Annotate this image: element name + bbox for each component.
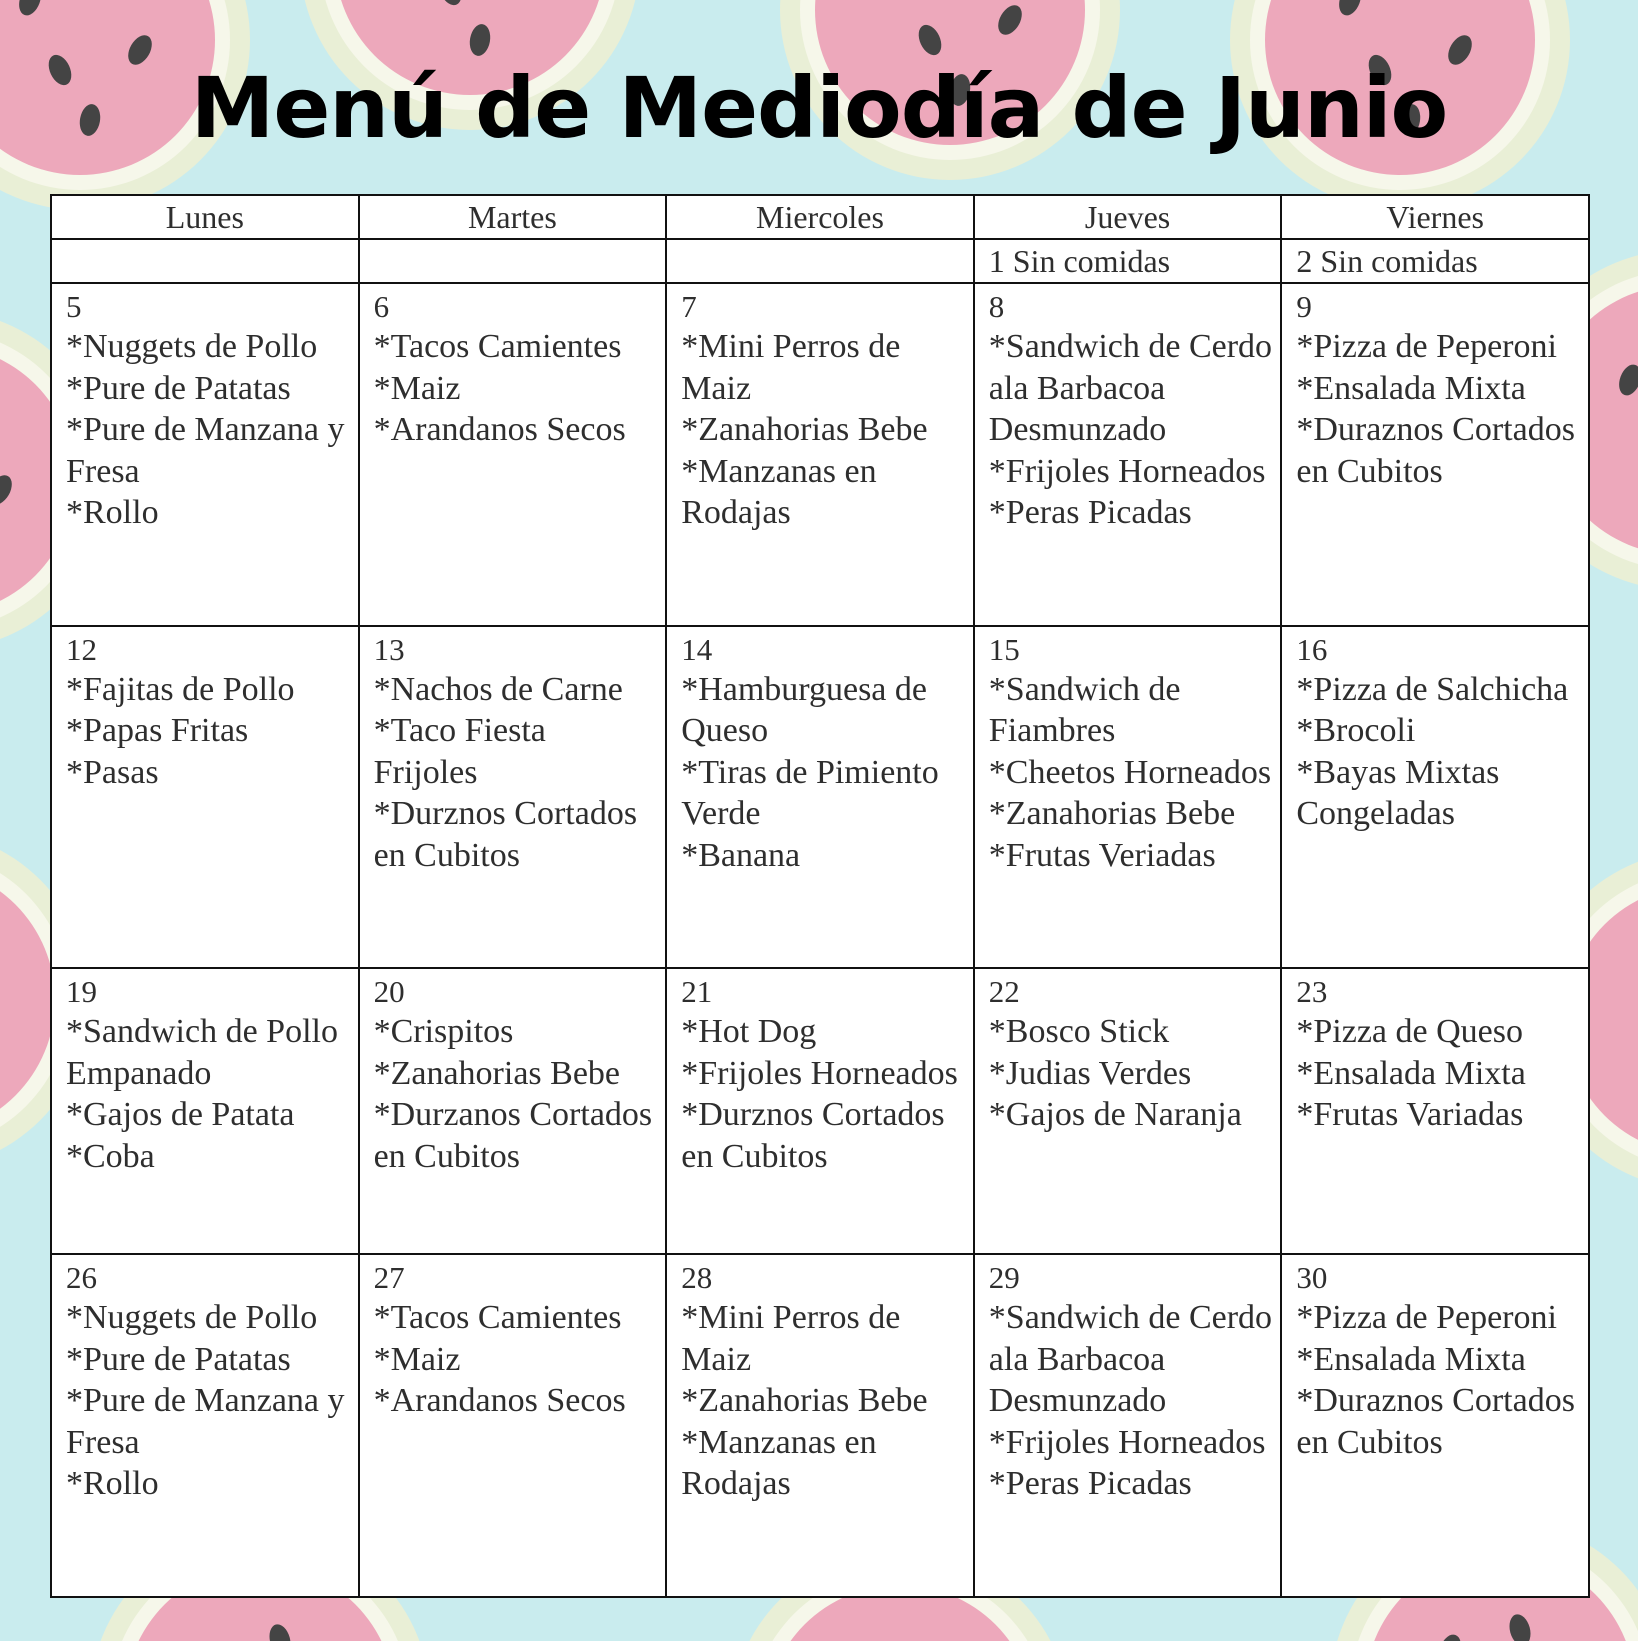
menu-item: *Brocoli [1296,712,1416,750]
menu-item: *Sandwich de Pollo Empanado [66,1013,338,1092]
menu-item: *Fajitas de Pollo [66,670,295,708]
menu-item: *Gajos de Naranja [988,1096,1242,1134]
day-date: 9 [1296,289,1312,324]
day-date: 12 [66,631,97,667]
menu-item: *Durznos Cortados en Cubitos [681,1096,945,1175]
day-cell [359,1254,667,1597]
day-cell [666,1254,974,1597]
day-cell [974,626,1282,969]
note-cell [666,239,974,283]
menu-item: *Frutas Veriadas [988,836,1216,874]
day-cell [359,626,667,969]
menu-item: *Tiras de Pimiento Verde [681,753,939,833]
menu-item: *Coba [66,1137,155,1175]
menu-item: *Hamburguesa de Queso [681,670,927,750]
day-cell [974,283,1282,626]
day-cell [1281,1254,1589,1597]
menu-item: *Taco Fiesta Frijoles [373,712,546,791]
note-cell [359,239,667,283]
menu-item: *Sandwich de Cerdo ala Barbacoa Desmunzado [988,328,1273,448]
menu-item: *Peras Picadas [988,494,1192,531]
day-cell [974,1254,1282,1597]
menu-item: *Pizza de Peperoni [1296,1299,1557,1337]
menu-item: *Frijoles Horneados [988,452,1266,490]
day-cell [359,968,667,1254]
menu-item: *Judias Verdes [988,1054,1192,1092]
page-title: Menú de Mediodía de Junio [190,59,1448,157]
day-cell [51,968,359,1254]
day-cell [359,283,667,626]
menu-item: *Durzanos Cortados en Cubitos [373,1096,653,1175]
day-date: 19 [66,974,97,1010]
menu-item: *Hot Dog [681,1013,817,1051]
menu-item: *Tacos Camientes [373,1299,622,1337]
menu-item: *Nachos de Carne [373,670,623,708]
note-cell: 2 Sin comidas [1281,239,1589,283]
menu-item: *Rollo [66,1465,159,1503]
day-date: 29 [988,1260,1020,1296]
menu-item: *Maiz [373,1340,461,1378]
menu-item: *Pasas [66,753,159,791]
weekday-header: Miercoles [666,195,974,239]
menu-item: *Arandanos Secos [373,1382,626,1420]
menu-item: *Pure de Patatas [66,1340,291,1378]
day-date: 21 [681,974,713,1010]
menu-item: *Banana [681,836,801,874]
menu-calendar-table [50,194,1590,1598]
day-date: 7 [681,289,697,324]
day-date: 8 [988,289,1005,324]
menu-item: *Peras Picadas [988,1465,1192,1503]
menu-item: *Duraznos Cortados en Cubitos [1296,411,1575,490]
menu-item: *Zanahorias Bebe [681,411,928,448]
menu-item: *Pizza de Peperoni [1296,328,1557,365]
menu-item: *Ensalada Mixta [1296,369,1526,407]
menu-item: *Frijoles Horneados [681,1054,958,1092]
menu-item: *Sandwich de Cerdo ala Barbacoa Desmunzado [988,1299,1273,1420]
menu-item: *Mini Perros de Maiz [681,1299,901,1378]
menu-item: *Pure de Patatas [66,369,291,407]
menu-item: *Gajos de Patata [66,1096,295,1134]
menu-item: *Tacos Camientes [373,328,622,365]
menu-item: *Nuggets de Pollo [66,328,318,365]
day-date: 26 [66,1260,97,1296]
day-date: 15 [988,631,1020,667]
week-row [51,968,1589,1254]
day-date: 6 [373,289,390,324]
weekday-header: Lunes [51,195,359,239]
menu-item: *Frijoles Horneados [988,1423,1266,1461]
menu-item: *Manzanas en Rodajas [681,1423,877,1503]
day-cell [51,626,359,969]
week-row [51,283,1589,626]
day-cell [666,283,974,626]
week-row [51,1254,1589,1597]
day-date: 16 [1296,631,1328,667]
menu-item: *Duraznos Cortados en Cubitos [1296,1382,1575,1461]
day-date: 30 [1296,1260,1328,1296]
note-cell [51,239,359,283]
menu-item: *Ensalada Mixta [1296,1340,1526,1378]
menu-item: *Zanahorias Bebe [373,1054,620,1092]
day-date: 28 [681,1260,713,1296]
day-cell [666,626,974,969]
menu-item: *Manzanas en Rodajas [681,452,877,531]
menu-item: *Bayas Mixtas Congeladas [1296,753,1500,833]
day-cell [1281,626,1589,969]
menu-item: *Papas Fritas [66,712,249,750]
day-date: 14 [681,631,713,667]
menu-item: *Pure de Manzana y Fresa [66,411,345,490]
notes-row [51,239,1589,283]
day-date: 20 [373,974,405,1010]
day-cell [51,283,359,626]
menu-item: *Durznos Cortados en Cubitos [373,795,638,874]
menu-item: *Zanahorias Bebe [988,795,1236,833]
day-cell [666,968,974,1254]
menu-item: *Pizza de Salchicha [1296,670,1569,708]
menu-item: *Crispitos [373,1013,514,1051]
menu-item: *Cheetos Horneados [988,753,1272,791]
day-date: 22 [988,974,1020,1010]
weekday-header-row [51,195,1589,239]
weekday-header: Martes [359,195,667,239]
menu-item: *Mini Perros de Maiz [681,328,901,407]
menu-item: *Ensalada Mixta [1296,1054,1526,1092]
menu-item: *Pure de Manzana y Fresa [66,1382,345,1461]
day-date: 27 [373,1260,405,1296]
day-cell [1281,283,1589,626]
day-date: 5 [66,289,82,324]
menu-item: *Zanahorias Bebe [681,1382,928,1420]
weekday-header: Viernes [1281,195,1589,239]
menu-item: *Nuggets de Pollo [66,1299,318,1337]
menu-item: *Sandwich de Fiambres [988,670,1181,750]
weekday-header: Jueves [974,195,1282,239]
day-cell [1281,968,1589,1254]
menu-item: *Frutas Variadas [1296,1096,1524,1134]
note-cell: 1 Sin comidas [974,239,1282,283]
day-cell [974,968,1282,1254]
menu-item: *Arandanos Secos [373,411,626,448]
menu-item: *Rollo [66,494,159,531]
day-date: 13 [373,631,405,667]
menu-item: *Maiz [373,369,461,407]
day-date: 23 [1296,974,1328,1010]
menu-item: *Pizza de Queso [1296,1013,1523,1051]
week-row [51,626,1589,969]
menu-item: *Bosco Stick [988,1013,1170,1051]
day-cell [51,1254,359,1597]
